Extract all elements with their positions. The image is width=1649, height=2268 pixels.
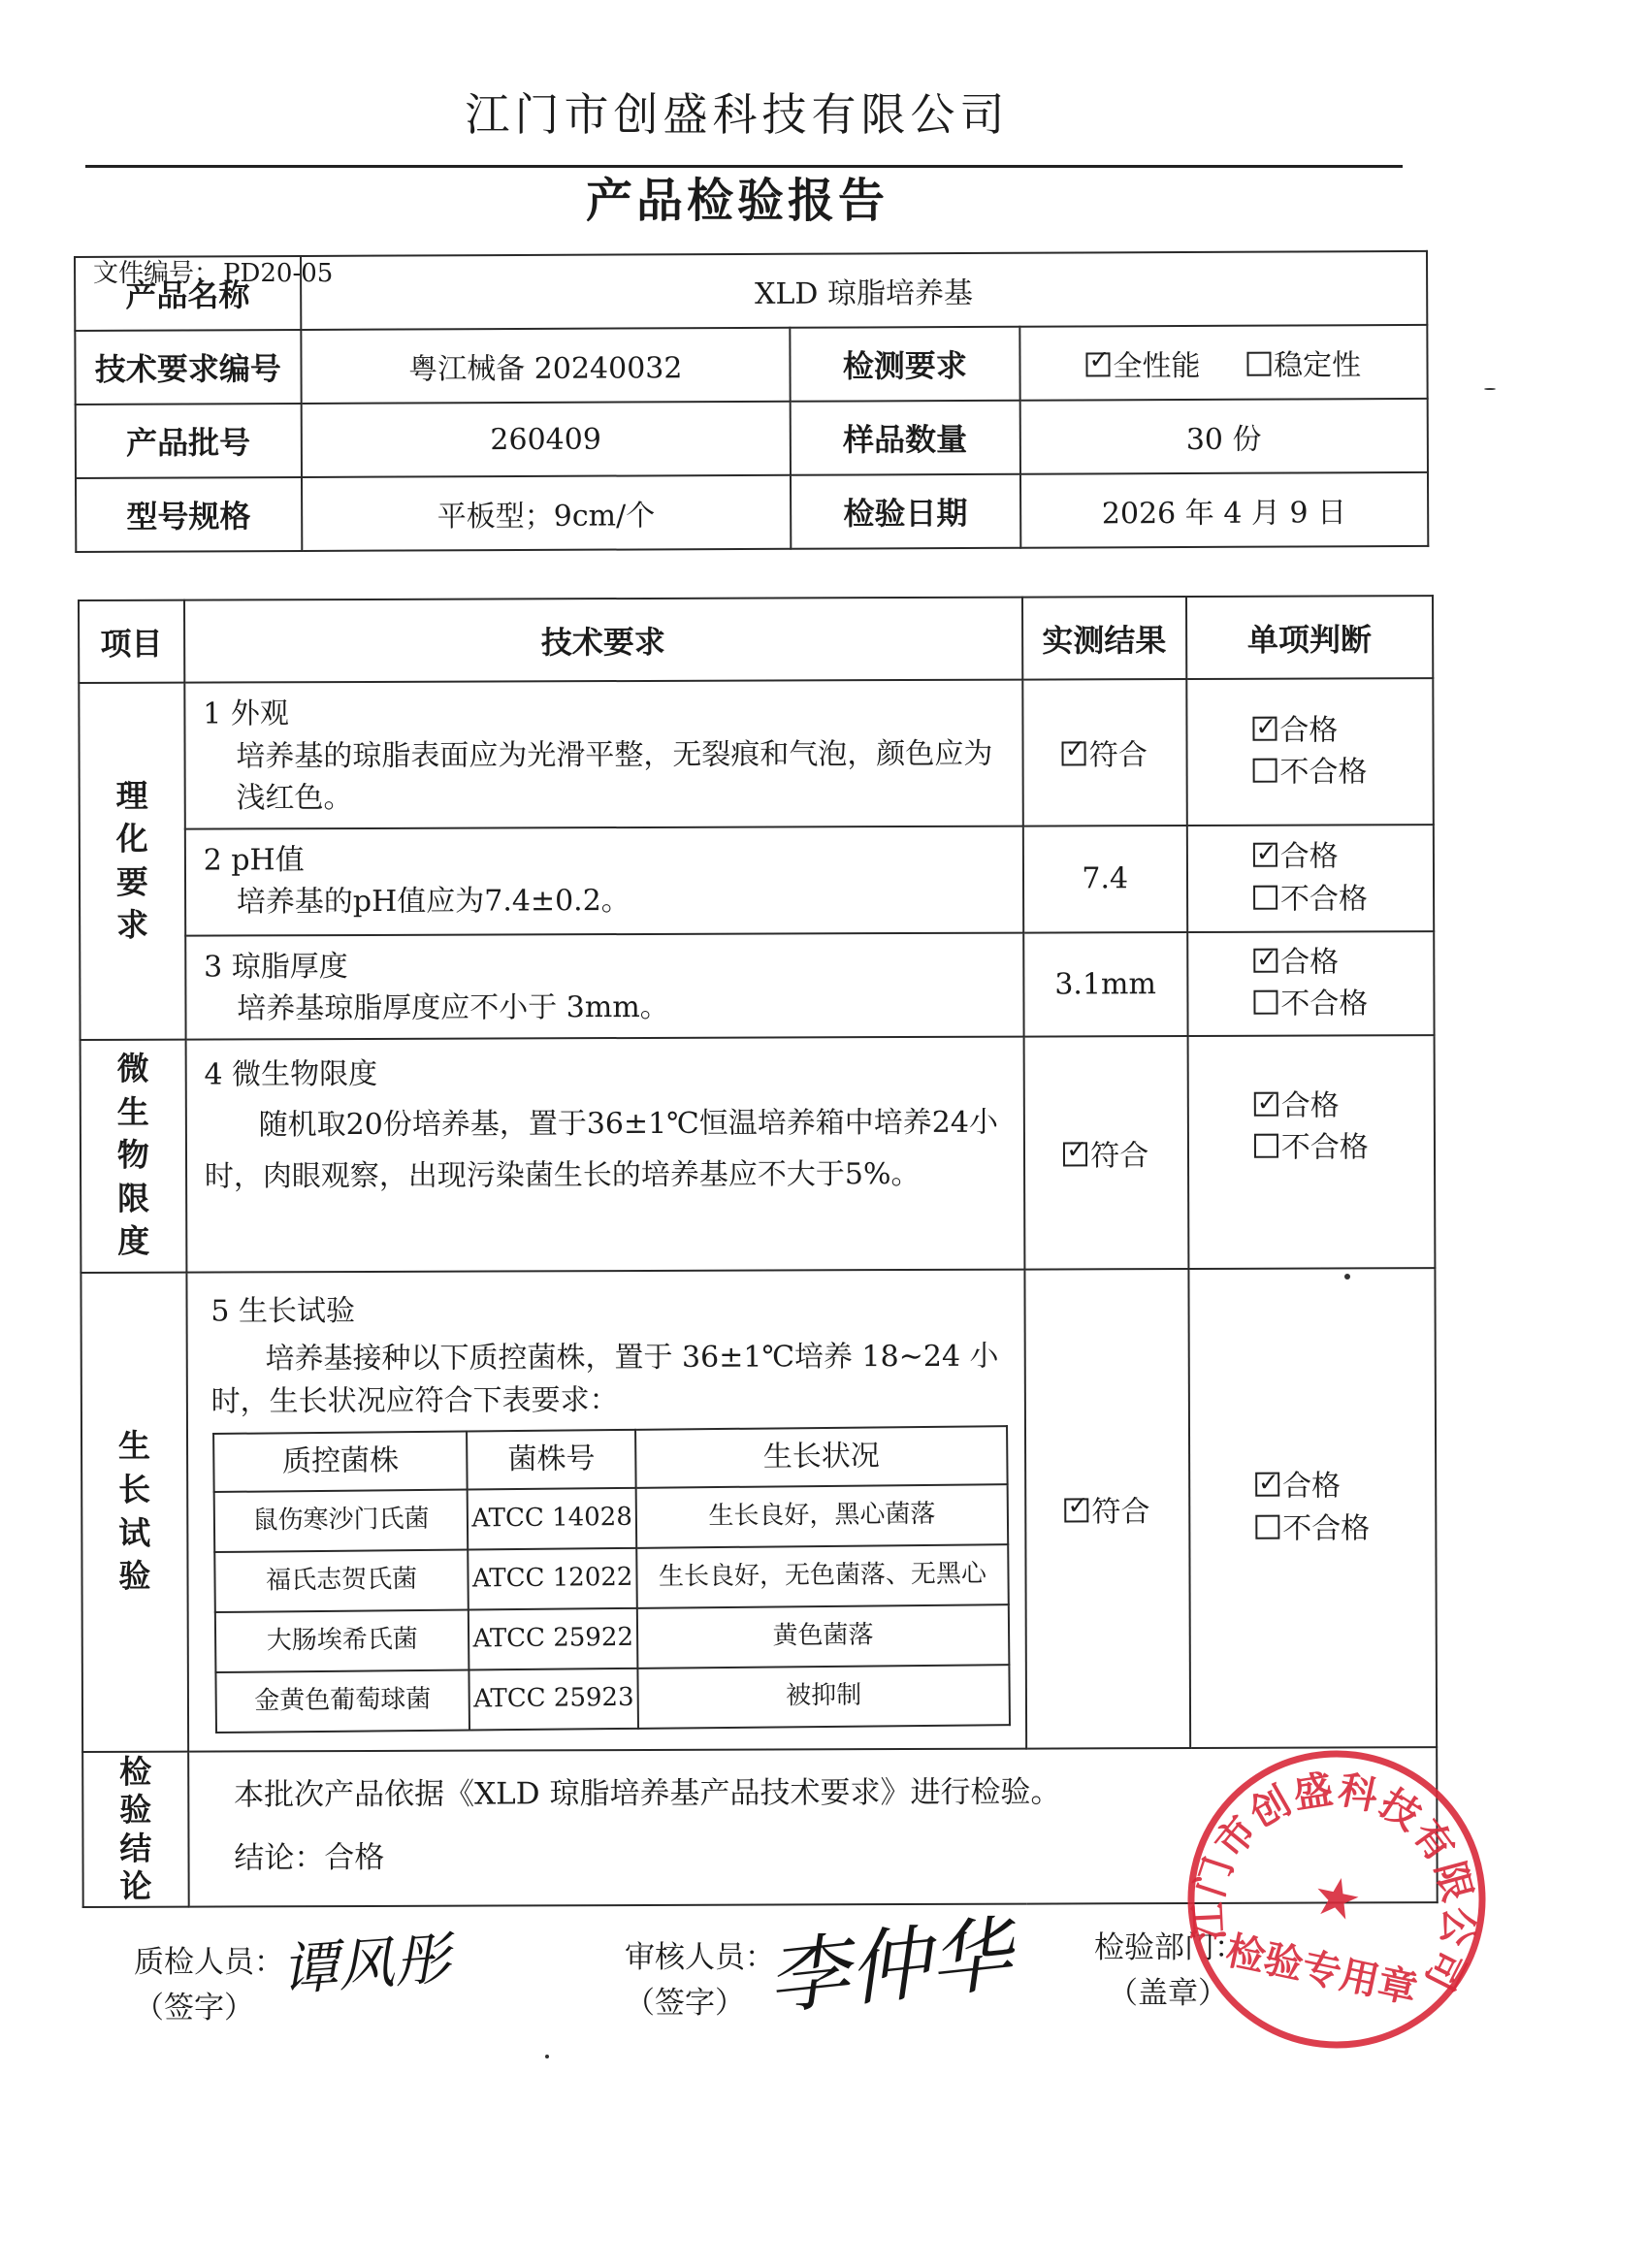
req-growth [186, 1269, 1026, 1751]
section-micro-text: 微生物限度 [116, 1049, 150, 1261]
section-micro [81, 1039, 187, 1272]
tech-req-no-value: 粤江械备 20240032 [301, 328, 791, 404]
section-physchem [79, 683, 185, 1040]
req-ph [185, 826, 1023, 935]
result-appearance [1022, 679, 1186, 826]
pass-label: 合格 [1279, 839, 1339, 874]
fail-checkbox [1252, 759, 1277, 783]
doc-number-label: 文件编号： [93, 259, 220, 288]
batch-value: 260409 [301, 402, 791, 477]
section-conclusion-text: 检验结论 [119, 1752, 152, 1906]
strain-name: 福氏志贺氏菌 [214, 1550, 469, 1613]
report-title: 产品检验报告 [585, 174, 889, 228]
strain-col-name: 质控菌株 [213, 1432, 468, 1493]
full-performance-checkbox [1085, 352, 1110, 376]
result-ph: 7.4 [1023, 826, 1187, 933]
table-row [215, 1665, 1010, 1733]
stamp-center-text: 检验专用章 [1221, 1928, 1422, 2013]
result-micro-text: 符合 [1090, 1138, 1149, 1173]
section-physchem-text: 理化要求 [115, 776, 149, 945]
col-judge: 单项判断 [1186, 596, 1434, 679]
strain-col-code: 菌株号 [467, 1430, 635, 1490]
date-value: 2026 年 4 月 9 日 [1020, 472, 1429, 548]
doc-number-value: PD20-05 [223, 259, 334, 288]
pass-checkbox [1253, 843, 1277, 867]
pass-checkbox [1254, 1091, 1278, 1116]
batch-label: 产品批号 [76, 404, 302, 478]
fail-checkbox [1254, 1134, 1278, 1158]
col-tech-req: 技术要求 [184, 598, 1022, 683]
pass-checkbox [1252, 716, 1277, 740]
stability-label: 稳定性 [1274, 348, 1362, 383]
review-signature: 李仲华 [762, 1906, 1017, 2026]
result-thickness: 3.1mm [1023, 932, 1187, 1037]
req-growth-heading: 5 生长试验 [210, 1293, 355, 1329]
strain-code: ATCC 12022 [468, 1548, 636, 1610]
table-row [214, 1544, 1009, 1612]
strain-growth: 生长良好，黑心菌落 [635, 1484, 1008, 1548]
sample-qty-label: 样品数量 [791, 401, 1020, 475]
fail-label: 不合格 [1280, 1130, 1369, 1165]
table-row [213, 1484, 1008, 1552]
pass-label: 合格 [1280, 1087, 1340, 1123]
product-info-table [74, 250, 1429, 553]
strain-growth: 黄色菌落 [637, 1604, 1010, 1669]
strain-name: 鼠伤寒沙门氏菌 [213, 1490, 468, 1553]
result-appearance-text: 符合 [1088, 738, 1148, 773]
col-result: 实测结果 [1022, 597, 1186, 680]
req-thickness-text: 培养基琼脂厚度应不小于 3mm。 [237, 989, 669, 1026]
section-growth-text: 生长试验 [117, 1427, 151, 1595]
result-growth-text: 符合 [1091, 1494, 1150, 1529]
result-micro [1023, 1036, 1188, 1270]
pass-checkbox [1253, 948, 1277, 972]
judge-growth [1188, 1268, 1437, 1748]
req-appearance-text: 培养基的琼脂表面应为光滑平整，无裂痕和气泡，颜色应为浅红色。 [236, 736, 993, 816]
section-conclusion [82, 1751, 188, 1907]
conclusion-text: 本批次产品依据《XLD 琼脂培养基产品技术要求》进行检验。 [233, 1773, 1061, 1812]
result-growth [1024, 1269, 1190, 1749]
pass-checkbox [1255, 1473, 1279, 1497]
date-label: 检验日期 [791, 474, 1020, 549]
req-thickness [185, 932, 1023, 1039]
strain-growth: 被抑制 [637, 1665, 1010, 1729]
col-item: 项目 [79, 600, 184, 683]
req-ph-text: 培养基的pH值应为7.4±0.2。 [236, 884, 630, 920]
sample-qty-value: 30 份 [1019, 399, 1428, 474]
review-note: （签字） [625, 1985, 745, 2021]
result-appearance-checkbox [1062, 742, 1086, 766]
fail-checkbox [1253, 990, 1277, 1015]
fail-checkbox [1253, 885, 1277, 909]
stamp-star-icon: ★ [1306, 1863, 1368, 1935]
strain-name: 金黄色葡萄球菌 [215, 1669, 469, 1733]
qc-signature: 谭风彤 [279, 1926, 453, 2003]
model-label: 型号规格 [76, 477, 302, 552]
judge-ph [1187, 825, 1435, 932]
qc-signature-block [134, 1940, 284, 2030]
scan-speck [1344, 1274, 1350, 1280]
inspection-table [78, 595, 1439, 1908]
req-appearance-heading: 1 外观 [203, 697, 289, 731]
req-ph-heading: 2 pH值 [203, 842, 305, 878]
fail-label: 不合格 [1279, 881, 1368, 917]
req-micro-text: 随机取20份培养基，置于36±1℃恒温培养箱中培养24小时，肉眼观察，出现污染菌生长的培养基应不大于5%。 [204, 1105, 999, 1194]
conclusion-result: 结论：合格 [234, 1839, 385, 1876]
strain-growth: 生长良好，无色菌落、无黑心 [636, 1544, 1009, 1608]
judge-appearance [1186, 678, 1434, 825]
strain-code: ATCC 25922 [469, 1608, 637, 1670]
table-row [215, 1604, 1010, 1672]
strain-code: ATCC 25923 [469, 1669, 637, 1731]
section-growth [81, 1272, 187, 1751]
company-name: 江门市创盛科技有限公司 [465, 88, 1010, 141]
inspection-stamp [1152, 1715, 1521, 2084]
pass-label: 合格 [1280, 944, 1340, 980]
judge-thickness [1187, 931, 1435, 1036]
qc-label: 质检人员： [134, 1945, 284, 1980]
stability-checkbox [1246, 352, 1271, 376]
fail-checkbox [1255, 1514, 1279, 1539]
fail-label: 不合格 [1279, 755, 1368, 790]
dept-note: （盖章） [1108, 1975, 1228, 2011]
tech-req-no-label: 技术要求编号 [75, 330, 301, 405]
fail-label: 不合格 [1282, 1510, 1371, 1546]
req-micro-heading: 4 微生物限度 [204, 1056, 378, 1092]
pass-label: 合格 [1279, 713, 1339, 748]
req-appearance [184, 680, 1023, 829]
dept-label: 检验部门： [1094, 1930, 1245, 1965]
review-label: 审核人员： [625, 1940, 775, 1975]
req-growth-text: 培养基接种以下质控菌株，置于 36±1℃培养 18~24 小时，生长状况应符合下表要求： [210, 1339, 999, 1419]
result-micro-checkbox [1063, 1142, 1087, 1166]
product-name-value: XLD 琼脂培养基 [301, 251, 1428, 330]
model-value: 平板型；9cm/个 [302, 475, 792, 551]
inspection-req-label: 检测要求 [790, 327, 1019, 402]
strain-name: 大肠埃希氏菌 [215, 1610, 469, 1673]
strain-code: ATCC 14028 [468, 1488, 636, 1550]
product-name-label: 产品名称 [75, 256, 301, 331]
full-performance-label: 全性能 [1113, 348, 1201, 384]
strain-col-growth: 生长状况 [635, 1426, 1008, 1488]
stamp-ring-text: 江门市创盛科技有限公司 [1184, 1766, 1482, 2000]
result-growth-checkbox [1064, 1498, 1088, 1522]
strain-table [212, 1425, 1011, 1733]
review-signature-block [625, 1935, 775, 2025]
req-thickness-heading: 3 琼脂厚度 [204, 949, 348, 985]
inspection-req-options [1019, 325, 1428, 401]
req-micro [185, 1036, 1024, 1272]
judge-micro [1187, 1035, 1435, 1269]
fail-label: 不合格 [1280, 987, 1369, 1021]
pass-label: 合格 [1281, 1469, 1342, 1504]
scan-speck [1484, 388, 1496, 390]
qc-note: （签字） [134, 1990, 254, 2025]
scan-speck [545, 2055, 549, 2058]
